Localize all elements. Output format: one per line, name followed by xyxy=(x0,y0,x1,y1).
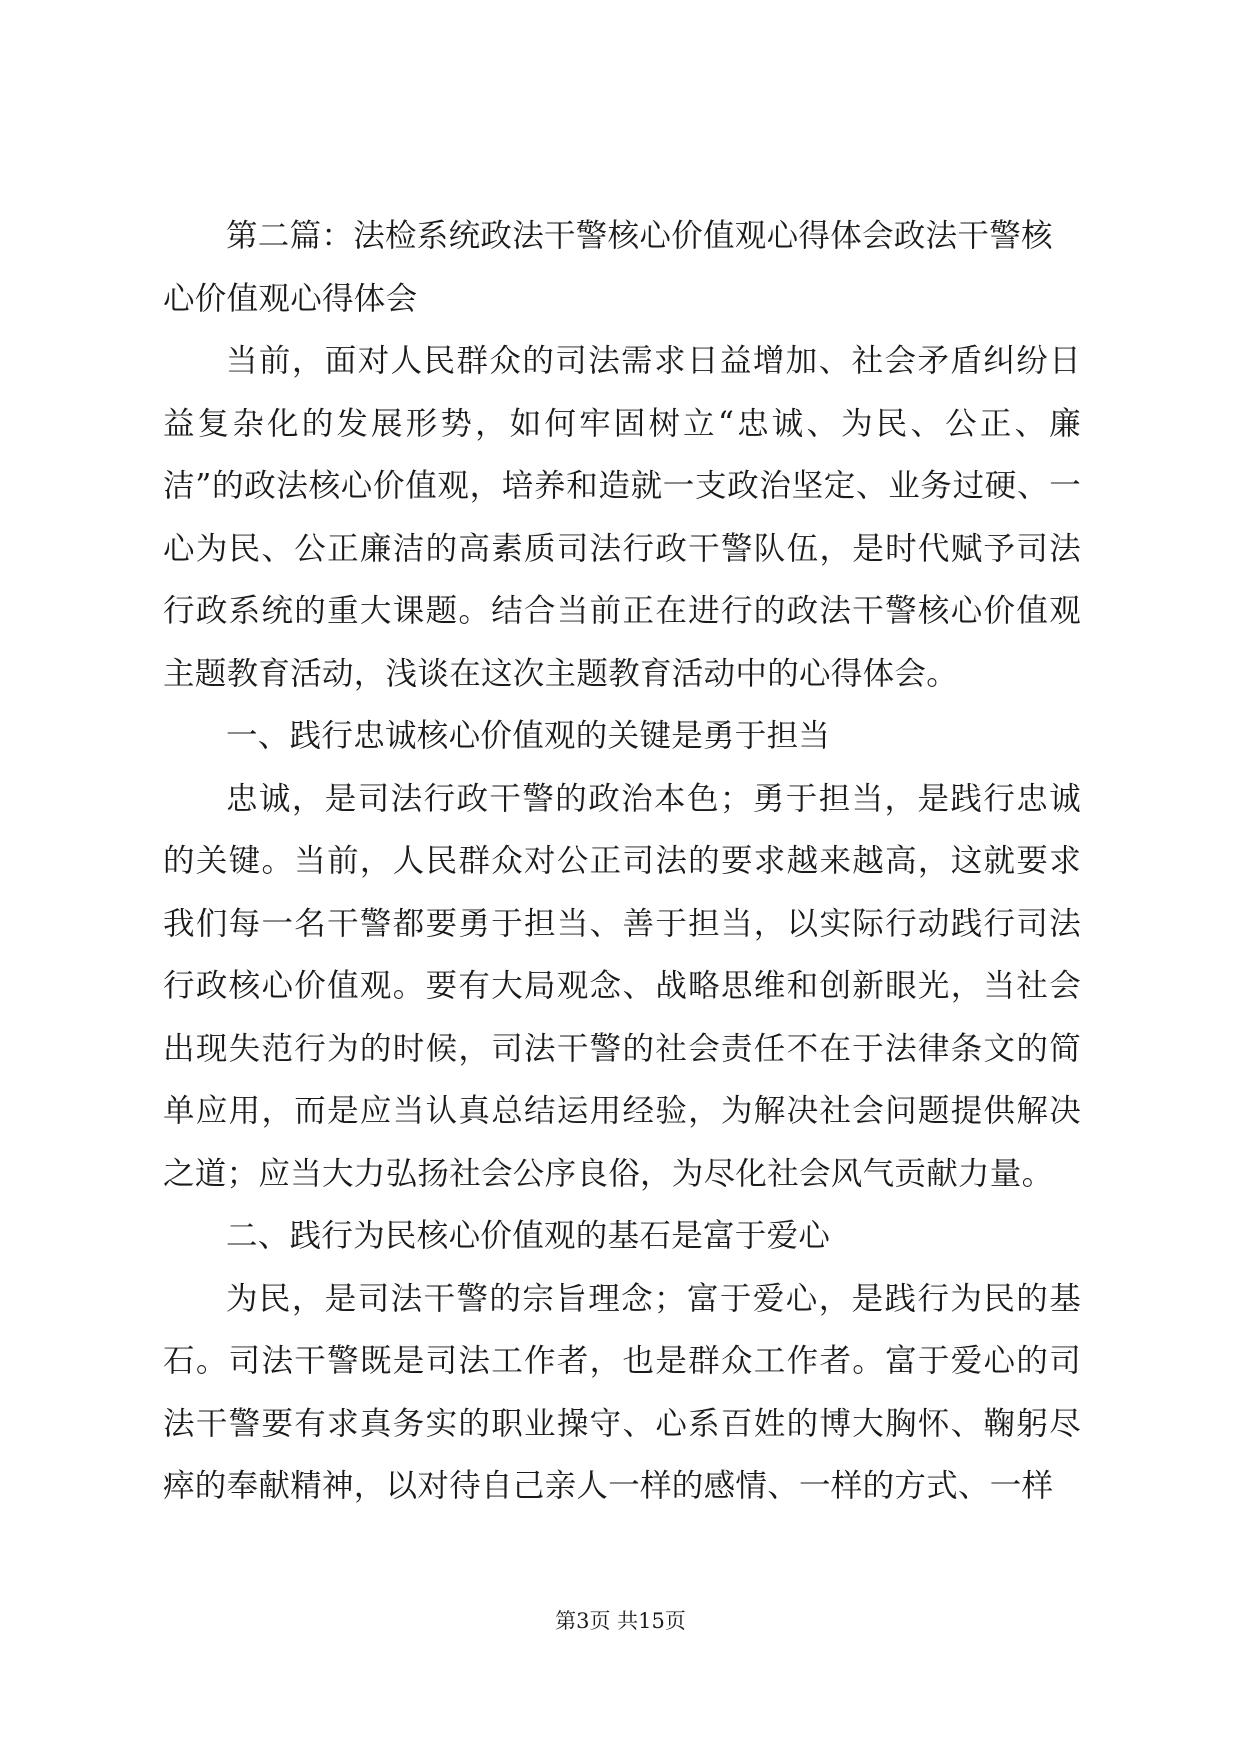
section-title: 第二篇：法检系统政法干警核心价值观心得体会政法干警核心价值观心得体会 xyxy=(163,218,1053,317)
body-paragraph: 当前，面对人民群众的司法需求日益增加、社会矛盾纠纷日益复杂化的发展形势，如何牢固树立“忠诚、为民、公正、廉洁”的政法核心价值观，培养和造就一支政治坚定、业务过硬、一心为民、公正廉洁的高素质司法行政干警队伍，是时代赋予司法行政系统的重大课题。结合当前正在进行的政法干警核心价值观主题教育活动，浅谈在这次主题教育活动中的心得体会。 xyxy=(163,343,1081,692)
page-number-footer: 第3页 共15页 xyxy=(555,1609,686,1633)
section-heading: 一、践行忠诚核心价值观的关键是勇于担当 xyxy=(226,718,831,754)
section-heading: 二、践行为民核心价值观的基石是富于爱心 xyxy=(226,1218,831,1254)
body-paragraph: 为民，是司法干警的宗旨理念；富于爱心，是践行为民的基石。司法干警既是司法工作者，也是群众工作者。富于爱心的司法干警要有求真务实的职业操守、心系百姓的博大胸怀、鞠躬尽瘁的奉献精神，以对待自己亲人一样的感情、一样的方式、一样 xyxy=(163,1280,1081,1504)
body-paragraph: 忠诚，是司法行政干警的政治本色；勇于担当，是践行忠诚的关键。当前，人民群众对公正司法的要求越来越高，这就要求我们每一名干警都要勇于担当、善于担当，以实际行动践行司法行政核心价值观。要有大局观念、战略思维和创新眼光，当社会出现失范行为的时候，司法干警的社会责任不在于法律条文的简单应用，而是应当认真总结运用经验，为解决社会问题提供解决之道；应当大力弘扬社会公序良俗，为尽化社会风气贡献力量。 xyxy=(163,780,1081,1192)
document-body xyxy=(163,205,1081,1518)
